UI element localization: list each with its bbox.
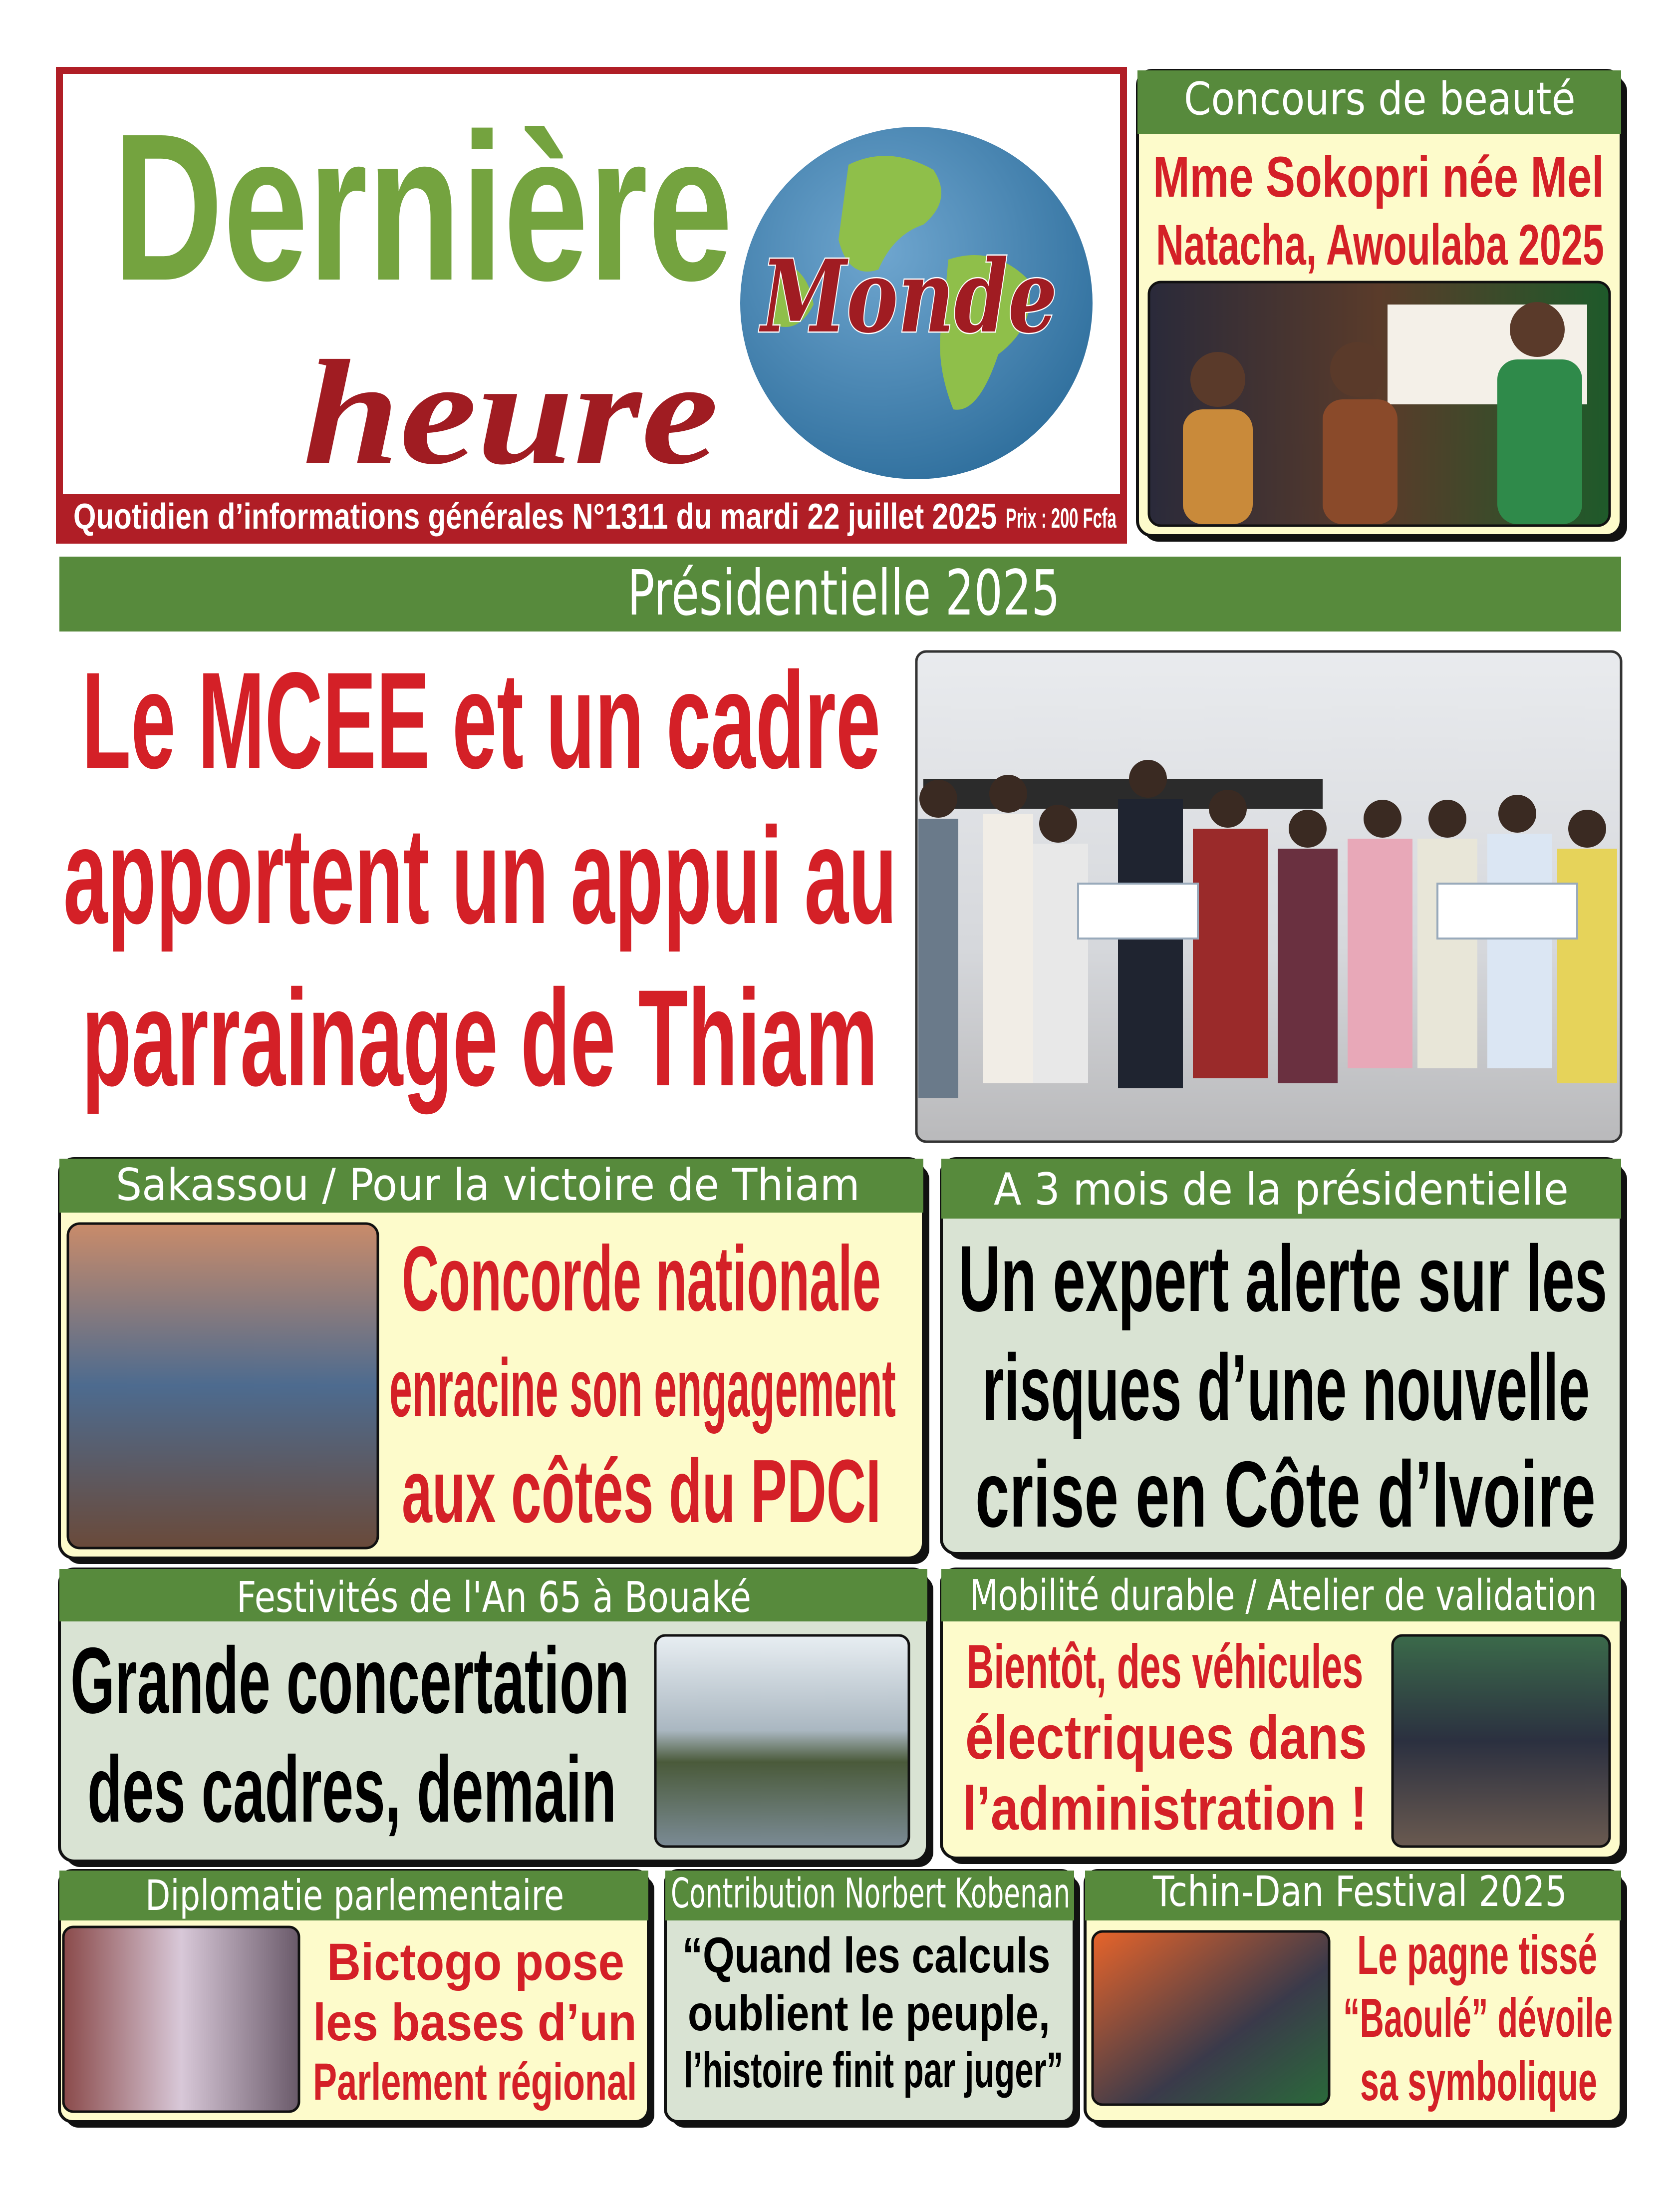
story-headline-line[interactable]: “Baoulé” dévoile xyxy=(1343,1987,1613,2049)
teaser-headline-line[interactable]: Natacha, Awoulaba 2025 xyxy=(1156,213,1604,278)
story-headline-line[interactable]: des cadres, demain xyxy=(87,1737,617,1842)
story-photo xyxy=(655,1635,909,1847)
masthead-tagline: Quotidien d’informations générales N°1311 du mardi 22 juillet 2025 xyxy=(73,496,997,537)
story-headline-line[interactable]: Concorde nationale xyxy=(402,1227,881,1330)
story-kicker: Festivités de l'An 65 à Bouaké xyxy=(237,1573,751,1622)
story-headline-line[interactable]: enracine son engagement xyxy=(389,1342,896,1434)
story-kicker: Mobilité durable / Atelier de validation xyxy=(970,1571,1597,1620)
story-kicker: Tchin-Dan Festival 2025 xyxy=(1153,1867,1567,1916)
masthead-title-heure: heure xyxy=(303,329,719,495)
story-kicker: Diplomatie parlementaire xyxy=(145,1871,564,1920)
story-photo xyxy=(1093,1931,1329,2105)
story-headline-line[interactable]: Le pagne tissé xyxy=(1357,1924,1598,1986)
lead-headline-line[interactable]: apportent un appui au xyxy=(63,799,897,952)
story-headline-line[interactable]: sa symbolique xyxy=(1360,2050,1598,2112)
teaser-photo xyxy=(1149,282,1610,526)
teaser-beauty-contest-frame xyxy=(1137,70,1627,542)
lead-headline-line[interactable]: parrainage de Thiam xyxy=(82,961,878,1115)
lead-headline-line[interactable]: Le MCEE et un cadre xyxy=(82,644,881,797)
story-headline-line[interactable]: “Quand les calculs xyxy=(682,1927,1051,1983)
story-headline-line[interactable]: Grande concertation xyxy=(70,1628,629,1733)
masthead-price: Prix : 200 Fcfa xyxy=(1006,502,1117,534)
story-headline-line[interactable]: Bientôt, des véhicules xyxy=(967,1632,1364,1701)
story-kicker: Sakassou / Pour la victoire de Thiam xyxy=(116,1159,860,1211)
story-headline-line[interactable]: oublient le peuple, xyxy=(688,1985,1050,2041)
story-kicker: A 3 mois de la présidentielle xyxy=(994,1164,1569,1216)
story-headline-line[interactable]: les bases d’un xyxy=(313,1993,637,2052)
story-photo xyxy=(68,1224,378,1548)
story-photo xyxy=(1393,1635,1610,1847)
story-kicker: Contribution Norbert Kobenan xyxy=(671,1870,1071,1917)
story-photo xyxy=(63,1927,299,2112)
masthead-title-monde: Monde xyxy=(761,238,1058,355)
story-headline-line[interactable]: l’administration ! xyxy=(963,1774,1367,1843)
story-headline-line[interactable]: aux côtés du PDCI xyxy=(402,1441,881,1542)
story-headline-line[interactable]: risques d’une nouvelle xyxy=(982,1335,1590,1440)
teaser-kicker: Concours de beauté xyxy=(1184,73,1576,126)
lead-kicker: Présidentielle 2025 xyxy=(627,557,1060,630)
lead-photo xyxy=(916,651,1621,1142)
story-headline-line[interactable]: Parlement régional xyxy=(313,2053,637,2112)
story-headline-line[interactable]: Un expert alerte sur les xyxy=(958,1226,1608,1331)
story-headline-line[interactable]: crise en Côte d’Ivoire xyxy=(975,1442,1596,1547)
masthead-title-derniere: Dernière xyxy=(113,90,733,324)
story-headline-line[interactable]: Bictogo pose xyxy=(327,1933,625,1992)
story-headline-line[interactable]: électriques dans xyxy=(965,1703,1367,1772)
story-headline-line[interactable]: l’histoire finit par juger” xyxy=(684,2042,1064,2098)
teaser-headline-line[interactable]: Mme Sokopri née Mel xyxy=(1153,145,1604,210)
